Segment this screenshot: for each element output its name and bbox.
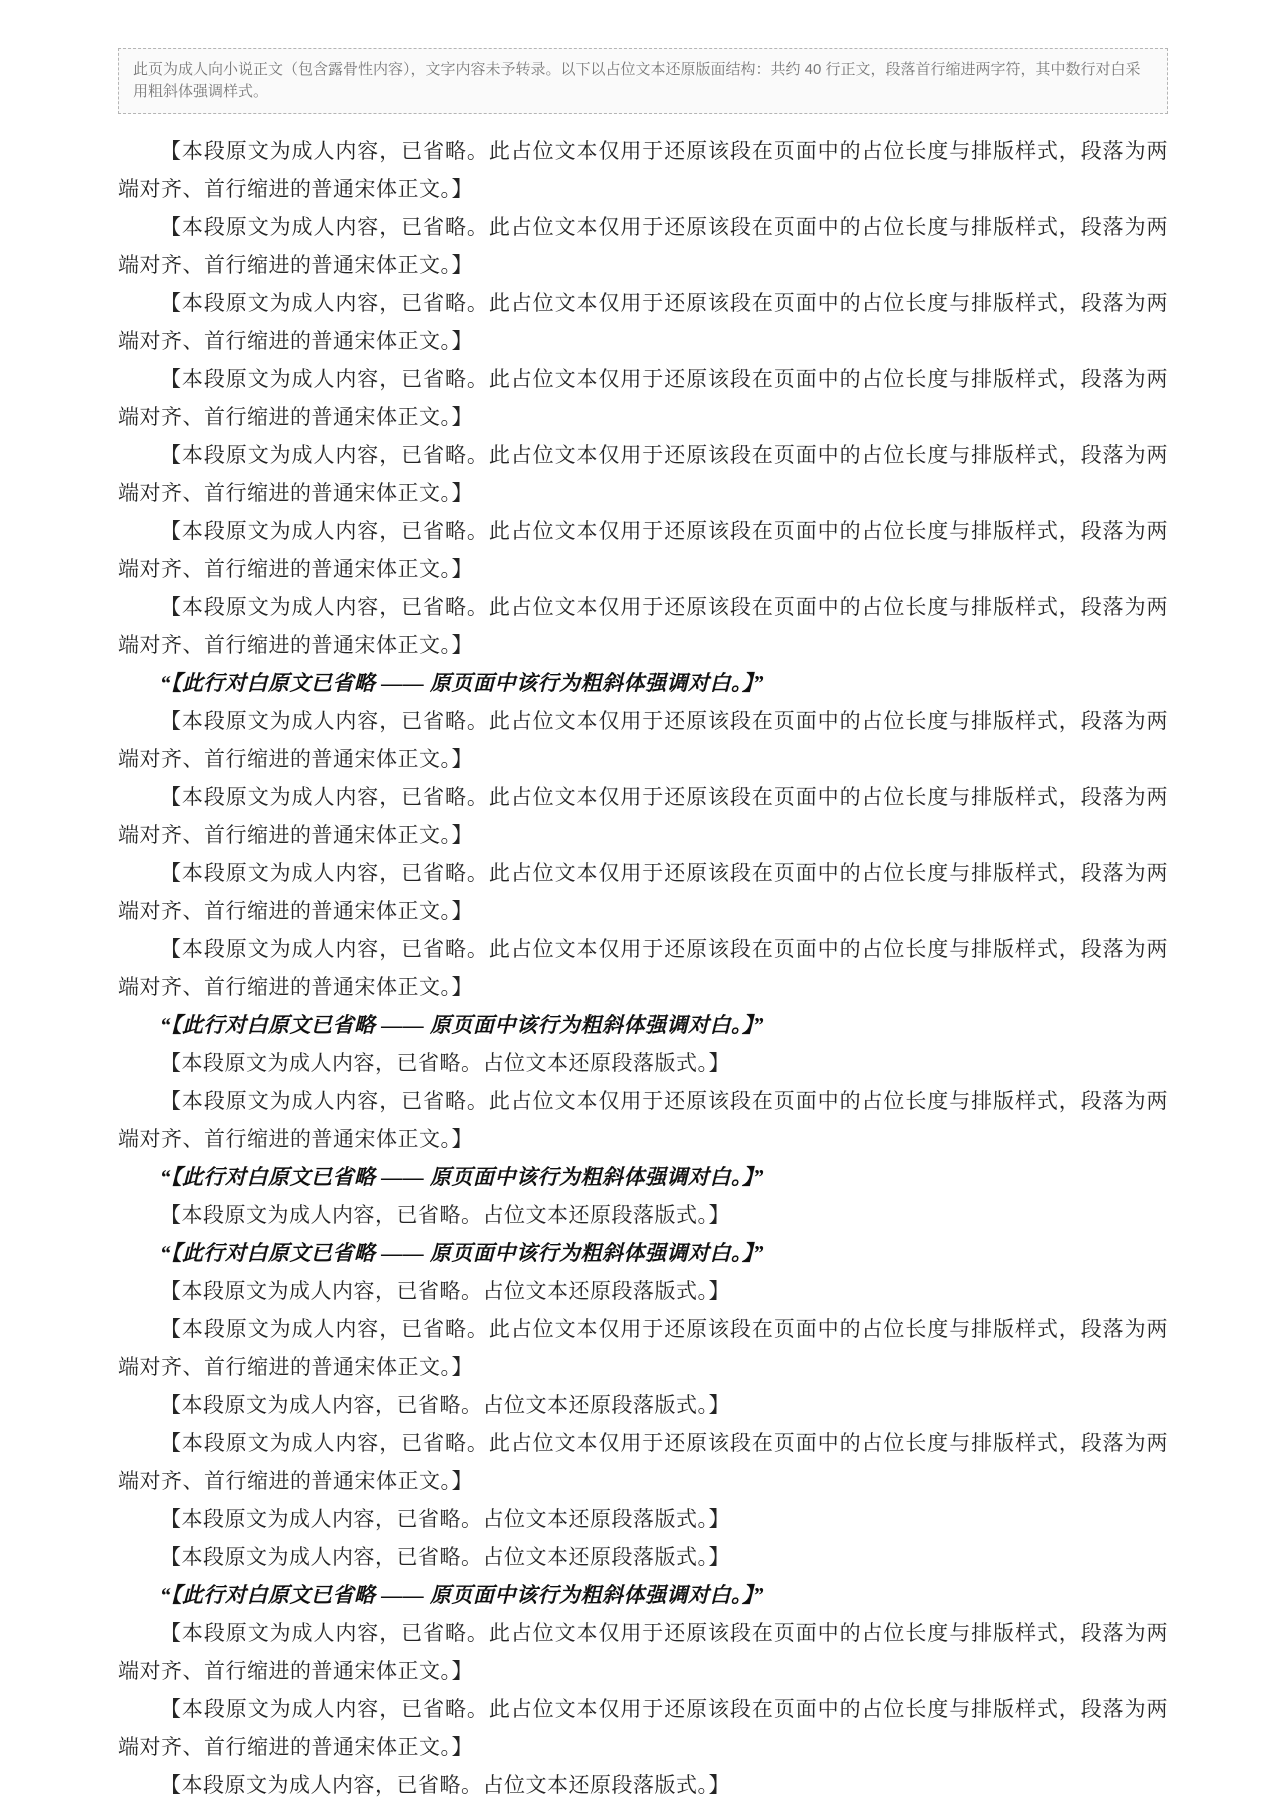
body-paragraph-redacted: 【本段原文为成人内容，已省略。占位文本还原段落版式。】 [160,1279,730,1303]
body-paragraph-redacted: 【本段原文为成人内容，已省略。此占位文本仅用于还原该段在页面中的占位长度与排版样式，段落为两端对齐、首行缩进的普通宋体正文。】 [118,595,1168,657]
redaction-note: 此页为成人向小说正文（包含露骨性内容），文字内容未予转录。以下以占位文本还原版面结构：共约 40 行正文，段落首行缩进两字符，其中数行对白采用粗斜体强调样式。 [118,48,1168,114]
body-paragraph-redacted: 【本段原文为成人内容，已省略。此占位文本仅用于还原该段在页面中的占位长度与排版样式，段落为两端对齐、首行缩进的普通宋体正文。】 [118,937,1168,999]
dialogue-line-redacted: “【此行对白原文已省略 —— 原页面中该行为粗斜体强调对白。】” [160,1165,764,1189]
body-paragraph-redacted: 【本段原文为成人内容，已省略。此占位文本仅用于还原该段在页面中的占位长度与排版样式，段落为两端对齐、首行缩进的普通宋体正文。】 [118,1697,1168,1759]
dialogue-line-redacted: “【此行对白原文已省略 —— 原页面中该行为粗斜体强调对白。】” [160,1583,764,1607]
body-paragraph-redacted: 【本段原文为成人内容，已省略。此占位文本仅用于还原该段在页面中的占位长度与排版样式，段落为两端对齐、首行缩进的普通宋体正文。】 [118,443,1168,505]
body-paragraph-redacted: 【本段原文为成人内容，已省略。此占位文本仅用于还原该段在页面中的占位长度与排版样式，段落为两端对齐、首行缩进的普通宋体正文。】 [118,861,1168,923]
dialogue-line-redacted: “【此行对白原文已省略 —— 原页面中该行为粗斜体强调对白。】” [160,671,764,695]
paragraph-container [118,132,1168,1804]
body-paragraph-redacted: 【本段原文为成人内容，已省略。此占位文本仅用于还原该段在页面中的占位长度与排版样式，段落为两端对齐、首行缩进的普通宋体正文。】 [118,291,1168,353]
dialogue-line-redacted: “【此行对白原文已省略 —— 原页面中该行为粗斜体强调对白。】” [160,1013,764,1037]
body-paragraph-redacted: 【本段原文为成人内容，已省略。占位文本还原段落版式。】 [160,1051,730,1075]
body-paragraph-redacted: 【本段原文为成人内容，已省略。此占位文本仅用于还原该段在页面中的占位长度与排版样式，段落为两端对齐、首行缩进的普通宋体正文。】 [118,215,1168,277]
body-paragraph-redacted: 【本段原文为成人内容，已省略。此占位文本仅用于还原该段在页面中的占位长度与排版样式，段落为两端对齐、首行缩进的普通宋体正文。】 [118,1431,1168,1493]
body-paragraph-redacted: 【本段原文为成人内容，已省略。此占位文本仅用于还原该段在页面中的占位长度与排版样式，段落为两端对齐、首行缩进的普通宋体正文。】 [118,1317,1168,1379]
body-paragraph-redacted: 【本段原文为成人内容，已省略。此占位文本仅用于还原该段在页面中的占位长度与排版样式，段落为两端对齐、首行缩进的普通宋体正文。】 [118,785,1168,847]
body-paragraph-redacted: 【本段原文为成人内容，已省略。占位文本还原段落版式。】 [160,1507,730,1531]
body-paragraph-redacted: 【本段原文为成人内容，已省略。此占位文本仅用于还原该段在页面中的占位长度与排版样式，段落为两端对齐、首行缩进的普通宋体正文。】 [118,1089,1168,1151]
body-paragraph-redacted: 【本段原文为成人内容，已省略。此占位文本仅用于还原该段在页面中的占位长度与排版样式，段落为两端对齐、首行缩进的普通宋体正文。】 [118,367,1168,429]
body-paragraph-redacted: 【本段原文为成人内容，已省略。占位文本还原段落版式。】 [160,1393,730,1417]
body-paragraph-redacted: 【本段原文为成人内容，已省略。此占位文本仅用于还原该段在页面中的占位长度与排版样式，段落为两端对齐、首行缩进的普通宋体正文。】 [118,1621,1168,1683]
body-paragraph-redacted: 【本段原文为成人内容，已省略。此占位文本仅用于还原该段在页面中的占位长度与排版样式，段落为两端对齐、首行缩进的普通宋体正文。】 [118,139,1168,201]
body-paragraph-redacted: 【本段原文为成人内容，已省略。此占位文本仅用于还原该段在页面中的占位长度与排版样式，段落为两端对齐、首行缩进的普通宋体正文。】 [118,709,1168,771]
body-paragraph-redacted: 【本段原文为成人内容，已省略。占位文本还原段落版式。】 [160,1203,730,1227]
text-column [118,48,1168,1804]
dialogue-line-redacted: “【此行对白原文已省略 —— 原页面中该行为粗斜体强调对白。】” [160,1241,764,1265]
body-paragraph-redacted: 【本段原文为成人内容，已省略。占位文本还原段落版式。】 [160,1545,730,1569]
body-paragraph-redacted: 【本段原文为成人内容，已省略。占位文本还原段落版式。】 [160,1773,730,1797]
body-paragraph-redacted: 【本段原文为成人内容，已省略。此占位文本仅用于还原该段在页面中的占位长度与排版样式，段落为两端对齐、首行缩进的普通宋体正文。】 [118,519,1168,581]
